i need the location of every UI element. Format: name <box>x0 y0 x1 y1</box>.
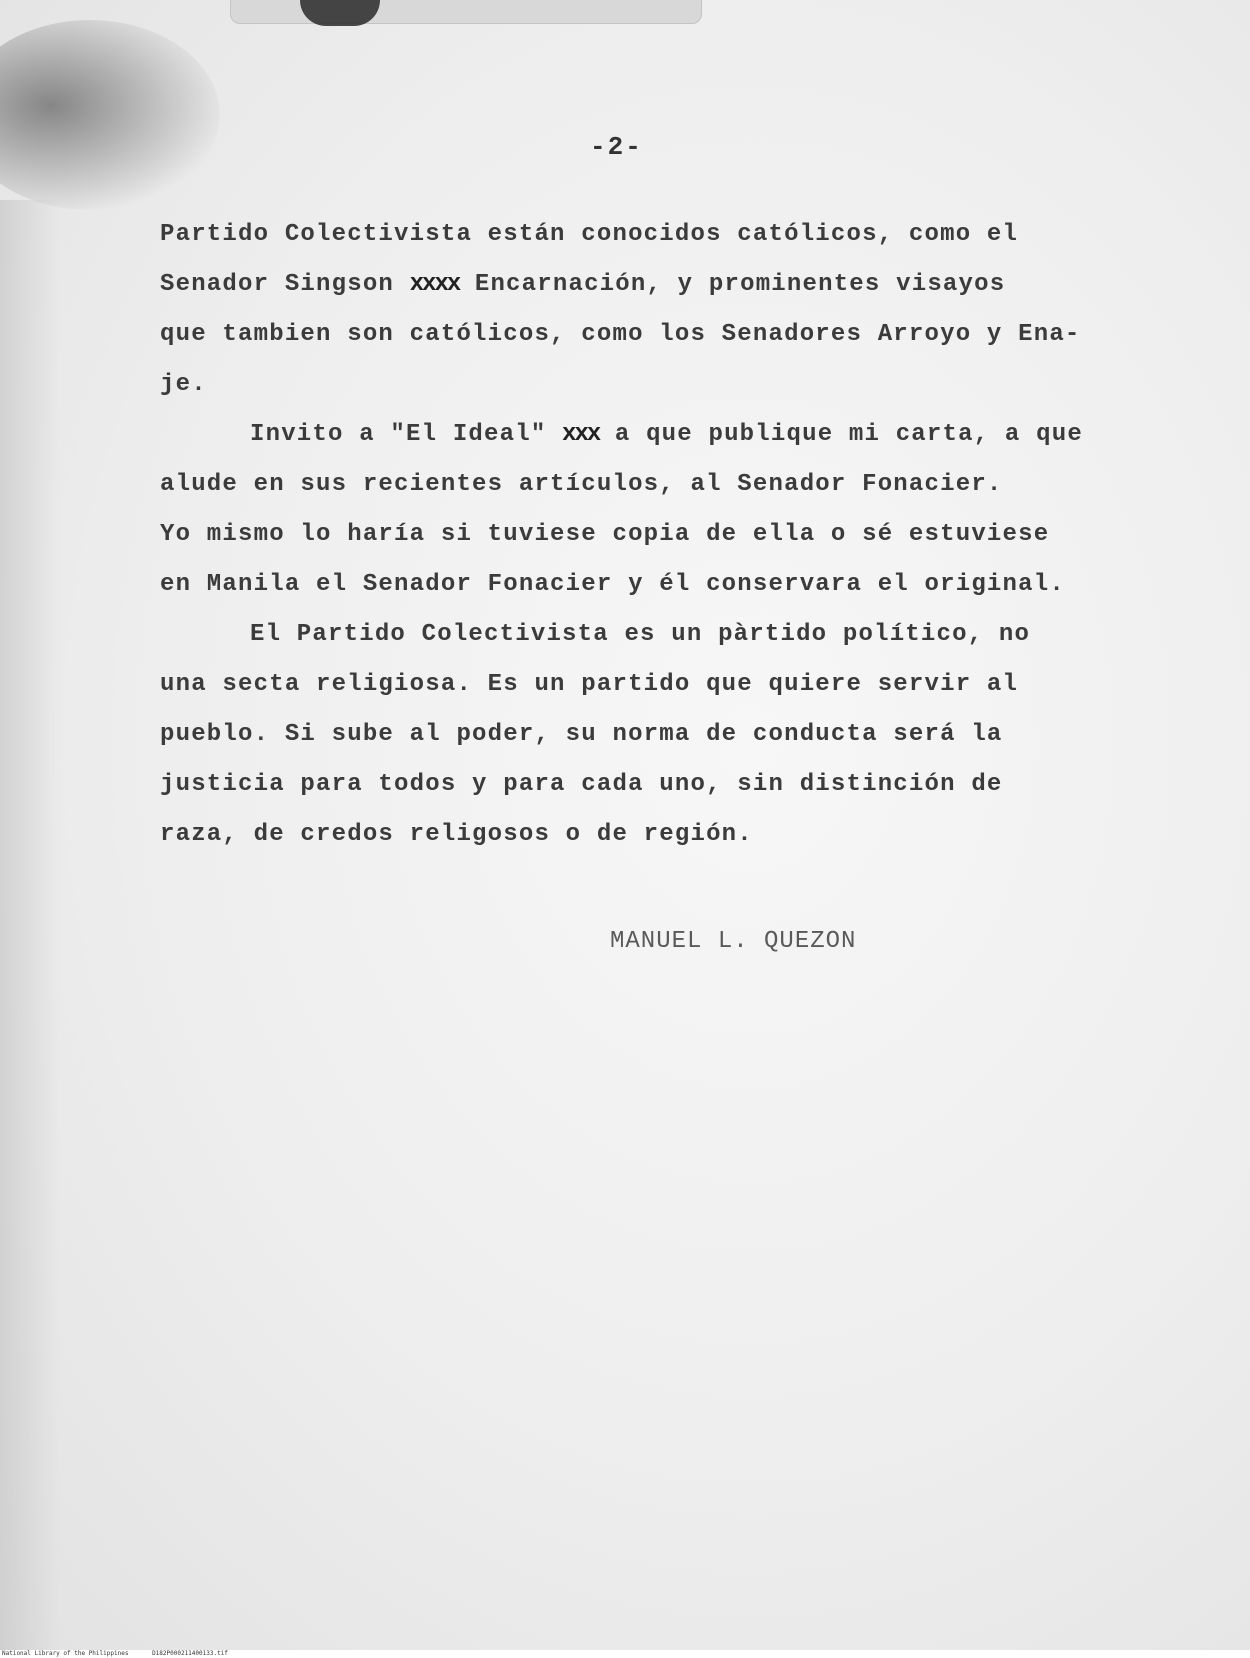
paper-edge-shadow <box>0 200 60 1650</box>
archive-caption <box>2 1650 228 1658</box>
text-line: justicia para todos y para cada uno, sin distinción de <box>160 771 1003 798</box>
text-fragment: a que publique mi carta, a que <box>599 421 1083 448</box>
text-line: raza, de credos religosos o de región. <box>160 821 753 848</box>
page-number: -2- <box>590 132 643 162</box>
struck-out-text: xxxx <box>409 271 460 298</box>
text-line: que tambien son católicos, como los Senadores Arroyo y Ena- <box>160 321 1081 348</box>
struck-out-text: xxx <box>562 421 600 448</box>
text-line: alude en sus recientes artículos, al Senador Fonacier. <box>160 471 1003 498</box>
signature: MANUEL L. QUEZON <box>610 928 857 955</box>
text-line: Yo mismo lo haría si tuviese copia de ella o sé estuviese <box>160 521 1050 548</box>
paragraph-start-line <box>160 410 1170 460</box>
paper-stain <box>0 20 220 210</box>
text-fragment: Invito a "El Ideal" <box>250 421 563 448</box>
file-name: D182P000211400133.tif <box>152 1650 228 1657</box>
text-line <box>160 260 1170 310</box>
archive-label: National Library of the Philippines <box>2 1650 129 1657</box>
text-fragment: Senador Singson <box>160 271 410 298</box>
text-line: en Manila el Senador Fonacier y él conservara el original. <box>160 571 1065 598</box>
text-line: pueblo. Si sube al poder, su norma de conducta será la <box>160 721 1003 748</box>
paragraph-start-line: El Partido Colectivista es un pàrtido político, no <box>250 621 1031 648</box>
text-line: je. <box>160 371 207 398</box>
text-fragment: Encarnación, y prominentes visayos <box>459 271 1006 298</box>
letter-body <box>160 210 1170 860</box>
text-line: Partido Colectivista están conocidos católicos, como el <box>160 221 1019 248</box>
text-line: una secta religiosa. Es un partido que quiere servir al <box>160 671 1019 698</box>
